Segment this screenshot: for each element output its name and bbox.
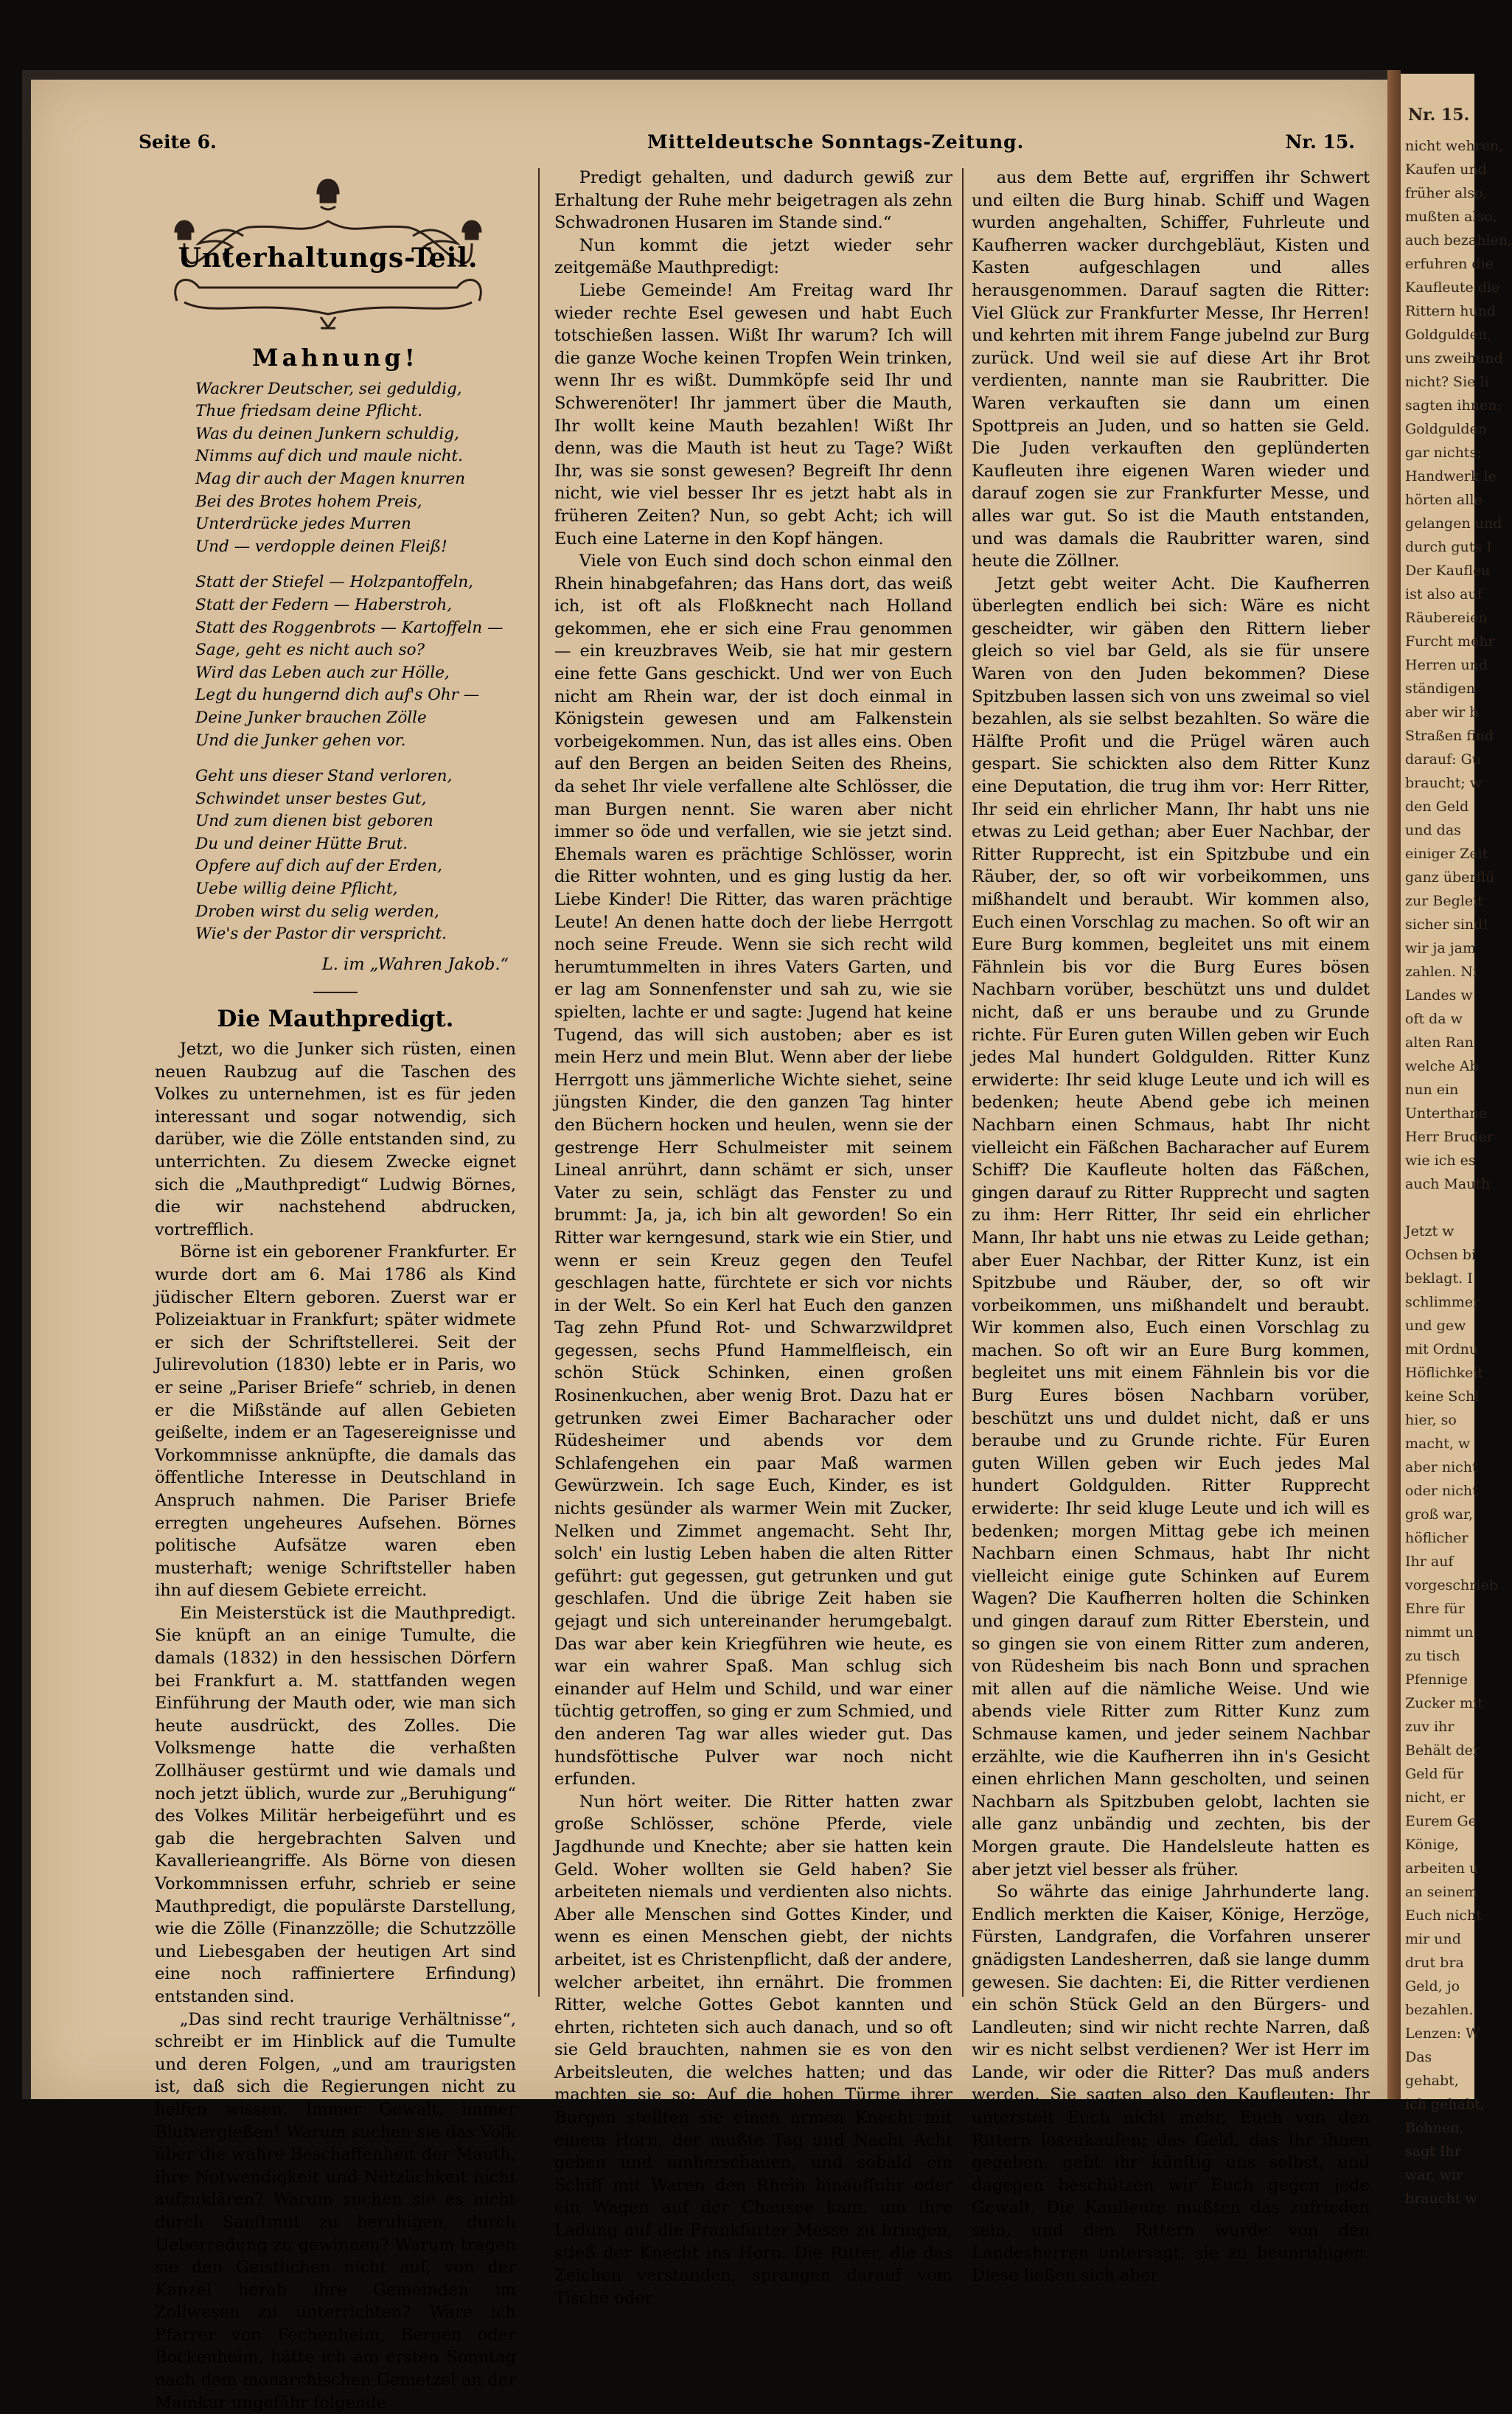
poem-line: Unterdrücke jedes Murren: [195, 515, 411, 534]
book-spine-edge: [1387, 70, 1401, 2099]
adjacent-page-line: uns zweihund: [1405, 350, 1503, 366]
adjacent-page-line: mit Ordnu: [1405, 1341, 1479, 1357]
adjacent-page-line: wie ich es: [1405, 1152, 1476, 1169]
adjacent-page-line: oder nicht: [1405, 1483, 1478, 1499]
adjacent-page-line: sagt Ihr: [1405, 2143, 1461, 2160]
adjacent-page-line: zahlen. Ni: [1405, 964, 1477, 980]
adjacent-page-line: Rittern hund: [1405, 303, 1497, 319]
poem-line: Statt des Roggenbrots — Kartoffeln —: [195, 618, 504, 637]
adjacent-page-line: Geld für: [1405, 1766, 1464, 1782]
adjacent-page-line: Goldgulden,: [1405, 327, 1492, 343]
article-paragraph: Predigt gehalten, und dadurch gewiß zur Erhaltung der Ruhe mehr beigetragen als zehn Schwadronen Husaren im Stande sind.“: [554, 168, 952, 233]
adjacent-page-lines: [1401, 134, 1512, 2210]
poem-line: Und zum dienen bist geboren: [195, 812, 433, 831]
article-paragraph: Nun kommt die jetzt wieder sehr zeitgemäße Mauthpredigt:: [554, 235, 952, 278]
adjacent-page-line: ständigen: [1405, 681, 1475, 697]
adjacent-page-line: höflicher: [1405, 1530, 1469, 1546]
adjacent-page-line: Geld, jo: [1405, 1978, 1460, 1994]
poem-line: Und die Junker gehen vor.: [195, 731, 406, 750]
adjacent-page-line: auch bezahlen,: [1405, 232, 1512, 248]
poem-stanza: [195, 765, 516, 946]
poem-line: Deine Junker brauchen Zölle: [195, 708, 427, 727]
adjacent-page-line: braucht w: [1405, 2191, 1477, 2207]
adjacent-page-line: Bohnen,: [1405, 2120, 1464, 2136]
poem-line: Legt du hungernd dich auf's Ohr —: [195, 686, 480, 705]
adjacent-page-line: oft da w: [1405, 1011, 1463, 1027]
adjacent-page-line: schlimmer: [1405, 1294, 1480, 1310]
adjacent-page-line: Handwerk le: [1405, 468, 1497, 484]
adjacent-page-line: Ehre für: [1405, 1601, 1465, 1617]
adjacent-page-line: und das: [1405, 822, 1461, 838]
adjacent-page-line: Das: [1405, 2049, 1432, 2065]
article-paragraph: Nun hört weiter. Die Ritter hatten zwar große Schlösser, schöne Pferde, viele Jagdhunde und Knechte; aber sie hatten kein Geld. Woher wollten sie Geld haben? Sie arbeiteten niemals und verdienten also nichts. Aber alle Menschen sind Gottes Kinder, und wenn es einen Menschen giebt, der nichts arbeitet, ist es Christenpflicht, daß der andere, welcher arbeitet, ihn ernährt. Die frommen Ritter, welche Gottes Gebot kannten und ehrten, richteten sich auch danach, und so oft sie Geld brauchten, nahmen sie es von den Arbeitsleuten, die welches hatten; und das machten sie so: Auf die hohen Türme ihrer Burgen stellten sie einen armen Knecht mit einem Horn, der mußte Tag und Nacht Acht geben und umherschauen, und sobald ein Schiff mit Waren den Rhein hinauffuhr oder ein Wagen auf der Chausee kam, um ihre Ladung auf die Frankfurter Messe zu bringen, stieß der Knecht ins Horn. Die Ritter, die das Zeichen verstanden, sprangen darauf vom Tische oder: [554, 1792, 952, 2308]
adjacent-page-line: Könige,: [1405, 1837, 1459, 1853]
adjacent-page-line: war, wir: [1405, 2167, 1463, 2183]
section-banner: [155, 170, 516, 339]
adjacent-page-line: zuv ihr: [1405, 1719, 1454, 1735]
adjacent-page-line: Der Kaufleu: [1405, 563, 1491, 579]
poem-line: Thue friedsam deine Pflicht.: [195, 402, 423, 421]
adjacent-page-line: Höflichkeit: [1405, 1365, 1484, 1381]
poem-line: Droben wirst du selig werden,: [195, 902, 439, 921]
adjacent-page-line: braucht; w: [1405, 775, 1483, 791]
adjacent-page-line: aber wir b: [1405, 704, 1479, 720]
column-1: [155, 170, 516, 2414]
article-text-col3: [972, 167, 1370, 2287]
poem-line: Uebe willig deine Pflicht,: [195, 880, 398, 899]
adjacent-page-line: den Geld: [1405, 799, 1469, 815]
adjacent-page-line: Ihr auf: [1405, 1554, 1454, 1570]
column-2: [554, 167, 952, 2309]
adjacent-page-line: Jetzt w: [1405, 1223, 1454, 1239]
adjacent-page-line: zur Begleit: [1405, 893, 1483, 909]
adjacent-page-line: hier, so: [1405, 1412, 1457, 1428]
newspaper-title: Mitteldeutsche Sonntags-Zeitung.: [647, 131, 1025, 153]
article-paragraph: Liebe Gemeinde! Am Freitag ward Ihr wieder rechte Esel gewesen und habt Euch totschießen lassen. Wißt Ihr warum? Ich will die ganze Woche keinen Tropfen Wein trinken, wenn Ihr es wißt. Dummköpfe seid Ihr und Schwerenöter! Ihr jammert über die Mauth, Ihr wollt keine Mauth bezahlen! Wißt Ihr denn, was die Mauth ist heut zu Tage? Wißt Ihr, was sie sonst gewesen? Begreift Ihr denn nicht, wie viel besser Ihr es jetzt habt als in früheren Zeiten? Nun, so gebt Acht; ich will Euch eine Laterne in den Kopf hängen.: [554, 280, 952, 549]
article-paragraph: Jetzt gebt weiter Acht. Die Kaufherren überlegten endlich bei sich: Wäre es nicht gescheidter, wir gäben den Rittern lieber gleich so viel bar Geld, als sie für unsere Waren von den Juden bekommen? Diese Spitzbuben lassen sich von uns zweimal so viel bezahlen, als sie selbst bezahlten. So wäre die Hälfte Profit und die Prügel wären auch gespart. Sie schickten also dem Ritter Kunz eine Deputation, die trug ihm vor: Herr Ritter, Ihr seid ein ehrlicher Mann, Ihr habt uns nie etwas zu Leid gethan; aber Euer Nachbar, der Ritter Rupprecht, ist ein Spitzbube und ein Räuber, der, so oft wir vorbeikommen, uns mißhandelt und beraubt. Wir kommen also, Euch einen Vorschlag zu machen. So oft wir an Eure Burg kommen, begleitet uns mit einem Fähnlein bis vor die Burg Eures bösen Nachbarn vorüber, beschützt uns und duldet nicht, daß er uns beraube und zu Grunde richte. Für Euren guten Willen geben wir Euch jedes Mal hundert Goldgulden. Ritter Kunz erwiderte: Ihr seid kluge Leute und ich will es bedenken; heute Abend gebe ich meinen Nachbarn einen Schmaus, habt Ihr nicht vielleicht ein Fäßchen Bacharacher auf Eurem Schiff? Die Kaufleute holten das Fäßchen, gingen darauf zu Ritter Rupprecht und sagten zu ihm: Herr Ritter, Ihr seid ein ehrlicher Mann, Ihr habt uns nie etwas zu Leide gethan; aber Euer Nachbar, der Ritter Kunz, ist ein Spitzbube und Räuber, der, so oft wir vorbeikommen, uns mißhandelt und beraubt. Wir kommen also, Euch einen Vorschlag zu machen. So oft wir an Eure Burg kommen, begleitet uns mit einem Fähnlein bis vor die Burg Eures bösen Nachbarn vorüber, beschützt uns und duldet nicht, daß er uns beraube und zu Grunde richte. Für Euren guten Willen geben wir Euch jedes Mal hundert Goldgulden. Ritter Rupprecht erwiderte: Ihr seid kluge Leute und ich will es bedenken; morgen Mittag gebe ich meinen Nachbarn einen Schmaus, habt Ihr nicht vielleicht einige gute Schinken auf Eurem Wagen? Die Kaufherren holten die Schinken und gingen darauf zum Ritter Eberstein, und so gingen sie von einem Ritter zum anderen, von Rüdesheim bis nach Bonn und sprachen mit allen auf die nämliche Weise. Und wie abends viele Ritter zum Ritter Kunz zum Schmause kamen, und jeder seinem Nachbar erzählte, wie die Kaufherren ihn in's Gesicht einen ehrlichen Mann gescholten, und seinen Nachbarn als Spitzbuben gelobt, lachten sie alle ganz unbändig und zechten, bis der Morgen graute. Die Handelsleute hatten es aber jetzt viel besser als früher.: [972, 574, 1370, 1879]
adjacent-page-line: wir ja jam: [1405, 940, 1476, 956]
adjacent-page-line: drut bra: [1405, 1955, 1464, 1971]
adjacent-page-line: sagten ihnen:: [1405, 397, 1502, 414]
article-paragraph: Börne ist ein geborener Frankfurter. Er wurde dort am 6. Mai 1786 als Kind jüdischer Eltern geboren. Zuerst war er Polizeiaktuar in Frankfurt; später widmete er sich der Schriftstellerei. Seit der Julirevolution (1830) lebte er in Paris, wo er seine „Pariser Briefe“ schrieb, in denen er die Mißstände auf allen Gebieten geißelte, indem er an Tagesereignisse und Vorkommnisse anknüpfte, die damals das öffentliche Interesse in Deutschland in Anspruch nahmen. Die Pariser Briefe erregten ungeheures Aufsehen. Börnes politische Aufsätze waren eben musterhaft; wenige Schriftsteller haben ihn auf diesem Gebiete erreicht.: [155, 1242, 516, 1601]
poem-line: Wird das Leben auch zur Hölle,: [195, 663, 450, 682]
column-3: [972, 167, 1370, 2287]
adjacent-page-line: gar nichts;: [1405, 445, 1482, 461]
adjacent-page-line: Eurem Ge: [1405, 1813, 1477, 1829]
adjacent-page-line: mußten also,: [1405, 209, 1497, 225]
poem-title: Mahnung!: [252, 344, 419, 372]
adjacent-page-line: nimmt un: [1405, 1624, 1474, 1641]
adjacent-page-line: Herren und: [1405, 657, 1488, 673]
page-header: [139, 131, 1355, 161]
adjacent-page-line: durch guts I: [1405, 539, 1492, 555]
adjacent-page-line: ganz überflü: [1405, 869, 1495, 886]
adjacent-page-line: Unterthane: [1405, 1105, 1487, 1121]
article-paragraph: Viele von Euch sind doch schon einmal den Rhein hinabgefahren; das Hans dort, das weiß ich, ist oft als Floßknecht nach Holland gekommen, ehe er sich eine Frau genommen — ein kreuzbraves Weib, sie hat mir gestern eine fette Gans geschickt. Und wer von Euch nicht am Rhein war, der ist doch einmal in Königstein gewesen und am Falkenstein vorbeigekommen. Nun, das ist alles eins. Oben auf den Bergen an beiden Seiten des Rheins, da sehet Ihr viele verfallene alte Schlösser, die man Burgen nennt. Sie waren aber nicht immer so öde und verfallen, wie sie jetzt sind. Ehemals waren es prächtige Schlösser, worin die Ritter wohnten, und es ging lustig da her. Liebe Kinder! Die Ritter, das waren prächtige Leute! An denen hatte doch der liebe Herrgott noch seine Freude. Wenn sie sich recht wild herumtummelten in ihres Vaters Garten, und er lag am Sonnenfenster und sah zu, wie sie spielten, lachte er und sagte: Jugend hat keine Tugend, das will sich austoben; aber es ist mein Herz und mein Blut. Wenn aber der liebe Herrgott uns jämmerliche Wichte siehet, seine jüngsten Kinder, die den ganzen Tag hinter den Büchern hocken und heulen, wenn sie der gestrenge Herr Schulmeister mit seinem Lineal anrührt, dann schämt er sich, unser Vater zu sein, schlägt das Fenster zu und brummt: Ja, ja, ich bin alt geworden! So ein Ritter war kerngesund, stark wie ein Stier, und wenn er sein Kreuz gegen den Teufel geschlagen hatte, fürchtete er sich vor nichts in der Welt. So ein Kerl hat Euch den ganzen Tag zehn Pfund Rot- und Schwarzwildpret gegessen, sechs Pfund Hammelfleisch, ein schön Stück Schinken, einen großen Rosinenkuchen, aber wenig Brot. Dazu hat er getrunken zwei Eimer Bacharacher oder Rüdesheimer und abends vor dem Schlafengehen ein paar Maß warmen Gewürzwein. Ich sage Euch, Kinder, es ist nichts gesünder als warmer Wein mit Zucker, Nelken und Zimmet angemacht. Seht Ihr, solch' ein lustig Leben haben die alten Ritter geführt: gut gegessen, gut getrunken und gut geschlafen. Und die übrige Zeit haben sie gejagt und sich untereinander herumgebalgt. Das war aber kein Kriegführen wie heute, es war ein wahrer Spaß. Man schlug sich einander auf Helm und Schild, und war einer tüchtig getroffen, so ging er zum Schmied, und den anderen Tag war alles wieder gut. Das hundsföttische Pulver war noch nicht erfunden.: [554, 552, 952, 1789]
adjacent-page-line: nicht, er: [1405, 1789, 1466, 1806]
article-text-col2: [554, 167, 952, 2309]
poem-body: [155, 378, 516, 946]
adjacent-page-line: Zucker mit: [1405, 1695, 1483, 1711]
adjacent-page-line: darauf: Gu: [1405, 751, 1482, 768]
adjacent-page-line: gehabt,: [1405, 2073, 1459, 2089]
poem-line: Opfere auf dich auf der Erden,: [195, 857, 442, 876]
adjacent-page-line: nun ein: [1405, 1082, 1459, 1098]
poem-line: Was du deinen Junkern schuldig,: [195, 424, 459, 443]
adjacent-page-header: Nr. 15.: [1408, 105, 1470, 125]
adjacent-page-line: [1401, 1196, 1474, 1220]
adjacent-page-line: keine Schl: [1405, 1388, 1480, 1405]
adjacent-page-line: auch Mauth: [1405, 1176, 1491, 1192]
article-paragraph: So währte das einige Jahrhunderte lang. Endlich merkten die Kaiser, Könige, Herzöge, Fürsten, Landgrafen, die Vorfahren unserer gnädigsten Landesherren, daß sie lange dumm gewesen. Sie dachten: Ei, die Ritter verdienen ein schön Stück Geld an den Bürgers- und Landleuten; sind wir nicht rechte Narren, daß wir es nicht selbst verdienen? Wer ist Herr im Lande, wir oder die Ritter? Das muß anders werden. Sie sagten also den Kaufleuten: Ihr unterstelt Euch nicht mehr, Euch von den Rittern loszukaufen; das Geld, das Ihr ihnen gegeben, gebt ihr künftig uns selbst, und dagegen beschützen wir Euch gegen jede Gewalt. Die Kaufleute mußten das zufrieden sein, und den Rittern wurde von den Landesherren untersagt, sie zu beunruhigen. Diese ließen sich aber: [972, 1882, 1370, 2286]
poem-line: Mag dir auch der Magen knurren: [195, 469, 466, 488]
adjacent-page-line: welche Ab: [1405, 1058, 1479, 1074]
adjacent-page-line: nicht? Sie li: [1405, 374, 1489, 390]
adjacent-page-line: sicher sind!: [1405, 916, 1488, 933]
adjacent-page-line: bezahlen.: [1405, 2002, 1474, 2018]
adjacent-page-line: einiger Zeit: [1405, 846, 1488, 862]
poem-line: Statt der Stiefel — Holzpantoffeln,: [195, 573, 474, 592]
poem-line: Wackrer Deutscher, sei geduldig,: [195, 379, 462, 398]
poem-line: Und — verdopple deinen Fleiß!: [195, 537, 447, 556]
adjacent-page-line: Räubereien: [1405, 610, 1488, 626]
article-text-col1: [155, 1038, 516, 2414]
adjacent-page-line: an seinem: [1405, 1884, 1478, 1900]
article-paragraph: Jetzt, wo die Junker sich rüsten, einen neuen Raubzug auf die Taschen des Volkes zu unternehmen, ist es für jeden interessant und sogar notwendig, sich darüber, wie die Zölle entstanden sind, zu unterrichten. Zu diesem Zwecke eignet sich die „Mauthpredigt“ Ludwig Börnes, die wir nachstehend abdrucken, vortrefflich.: [155, 1040, 516, 1239]
adjacent-page-line: Kaufen und: [1405, 161, 1487, 178]
adjacent-page-line: früher also,: [1405, 185, 1488, 201]
poem-line: Schwindet unser bestes Gut,: [195, 789, 427, 808]
poem-line: Sage, geht es nicht auch so?: [195, 641, 425, 660]
poem-signature: L. im „Wahren Jakob.“: [321, 954, 509, 974]
adjacent-page-line: beklagt. I: [1405, 1270, 1473, 1287]
adjacent-page-line: Landes w: [1405, 987, 1473, 1003]
adjacent-page-line: alten Ran: [1405, 1034, 1474, 1051]
issue-number: Nr. 15.: [1285, 131, 1355, 153]
adjacent-page-line: zu tisch: [1405, 1648, 1460, 1664]
adjacent-page-line: Straßen find: [1405, 728, 1494, 744]
page-number: Seite 6.: [139, 131, 217, 153]
adjacent-page-line: ich gehabt,: [1405, 2096, 1485, 2112]
article-title: Die Mauthpredigt.: [217, 1006, 454, 1033]
adjacent-page-line: erfuhren die: [1405, 256, 1494, 272]
section-separator: [313, 992, 358, 993]
adjacent-page-line: Kaufleute die: [1405, 279, 1500, 296]
adjacent-page-line: ist also auf: [1405, 586, 1483, 602]
adjacent-page-line: Lenzen: W: [1405, 2025, 1480, 2042]
article-paragraph: „Das sind recht traurige Verhältnisse“, schreibt er im Hinblick auf die Tumulte und deren Folgen, „und am traurigsten ist, daß sich die Regierungen nicht zu helfen wissen. Immer Gewalt, immer Blutvergießen! Warum suchen sie das Volk über die wahre Beschaffenheit der Mauth, ihre Notwendigkeit und Nützlichkeit nicht aufzuklären? Warum suchen sie es nicht durch Sanftmut zu beruhigen, durch Ueberredung zu gewinnen? Warum tragen sie den Geistlichen nicht auf, von der Kanzel herab ihre Gemeinden im Zollwesen zu unterrichten? Wäre ich Pfarrer von Fechenheim, Bergen oder Bockenheim, hätte ich am ersten Sonntag nach dem monarchischen Gemetzel an der Mainkur ungefähr folgende: [155, 2009, 516, 2413]
adjacent-page-line: arbeiten u: [1405, 1860, 1479, 1876]
poem-line: Wie's der Pastor dir verspricht.: [195, 925, 447, 944]
poem-line: Statt der Federn — Haberstroh,: [195, 595, 453, 614]
adjacent-page-line: nicht wehren,: [1405, 138, 1504, 154]
section-title: Unterhaltungs-Teil.: [178, 243, 478, 274]
article-paragraph: aus dem Bette auf, ergriffen ihr Schwert und eilten die Burg hinab. Schiff und Wagen wurden angehalten, Schiffer, Fuhrleute und Kaufherren wacker durchgebläut, Kisten und Kasten aufgeschlagen und alles herausgenommen. Darauf sagten die Ritter: Viel Glück zur Frankfurter Messe, Ihr Herren! und kehrten mit ihrem Fange jubelnd zur Burg zurück. Und weil sie auf diese Art ihr Brot verdienten, nannte man sie Raubritter. Die Waren verkauften sie dann um einen Spottpreis an Juden, und so hatten sie Geld. Die Juden verkauften den geplünderten Kaufleuten ihre eigenen Waren wieder und darauf zogen sie zur Frankfurter Messe, und alles war gut. So ist die Mauth entstanden, und was damals die Raubritter waren, sind heute die Zöllner.: [972, 168, 1370, 571]
adjacent-page-line: Goldgulden: [1405, 421, 1487, 437]
poem-stanza: [195, 378, 516, 559]
adjacent-page-line: vorgeschrieb: [1405, 1577, 1498, 1593]
adjacent-page-line: Pfennige: [1405, 1672, 1469, 1688]
adjacent-page-sliver: [1401, 74, 1512, 2207]
adjacent-page-line: hörten alle: [1405, 492, 1483, 508]
adjacent-page-line: Ochsen bi: [1405, 1247, 1476, 1263]
adjacent-page-line: und gew: [1405, 1318, 1466, 1334]
adjacent-page-line: Behält der: [1405, 1742, 1480, 1759]
adjacent-page-line: groß war,: [1405, 1506, 1474, 1523]
adjacent-page-line: macht, w: [1405, 1436, 1471, 1452]
adjacent-page-line: aber nicht: [1405, 1459, 1478, 1475]
poem-line: Du und deiner Hütte Brut.: [195, 834, 408, 853]
column-rule: [962, 168, 964, 1997]
adjacent-page-line: mir und: [1405, 1931, 1461, 1947]
poem-stanza: [195, 571, 516, 752]
adjacent-page-line: Herr Bruder: [1405, 1129, 1494, 1145]
adjacent-page-line: Euch nicht: [1405, 1907, 1482, 1924]
poem-line: Geht uns dieser Stand verloren,: [195, 767, 453, 786]
adjacent-page-line: gelangen und: [1405, 515, 1502, 532]
poem-line: Nimms auf dich und maule nicht.: [195, 447, 464, 466]
article-paragraph: Ein Meisterstück ist die Mauthpredigt. Sie knüpft an an einige Tumulte, die damals (1832) in den hessischen Dörfern bei Frankfurt a. M. stattfanden wegen Einführung der Mauth oder, wie man sich heute ausdrückt, des Zolles. Die Volksmenge hatte die verhaßten Zollhäuser gestürmt und wie damals und noch jetzt üblich, wurde zur „Beruhigung“ des Volkes Militär herbeigeführt und es gab die hergebrachten Salven und Kavallerieangriffe. Als Börne von diesen Vorkommnissen erfuhr, schrieb er seine Mauthpredigt, die populärste Darstellung, wie die Zölle (Finanzzölle; die Schutzzölle und Liebesgaben der heutigen Art sind eine noch raffiniertere Erfindung) entstanden sind.: [155, 1603, 516, 2006]
poem-line: Bei des Brotes hohem Preis,: [195, 492, 422, 511]
column-rule: [538, 168, 540, 1997]
adjacent-page-line: Furcht mehr: [1405, 633, 1495, 650]
